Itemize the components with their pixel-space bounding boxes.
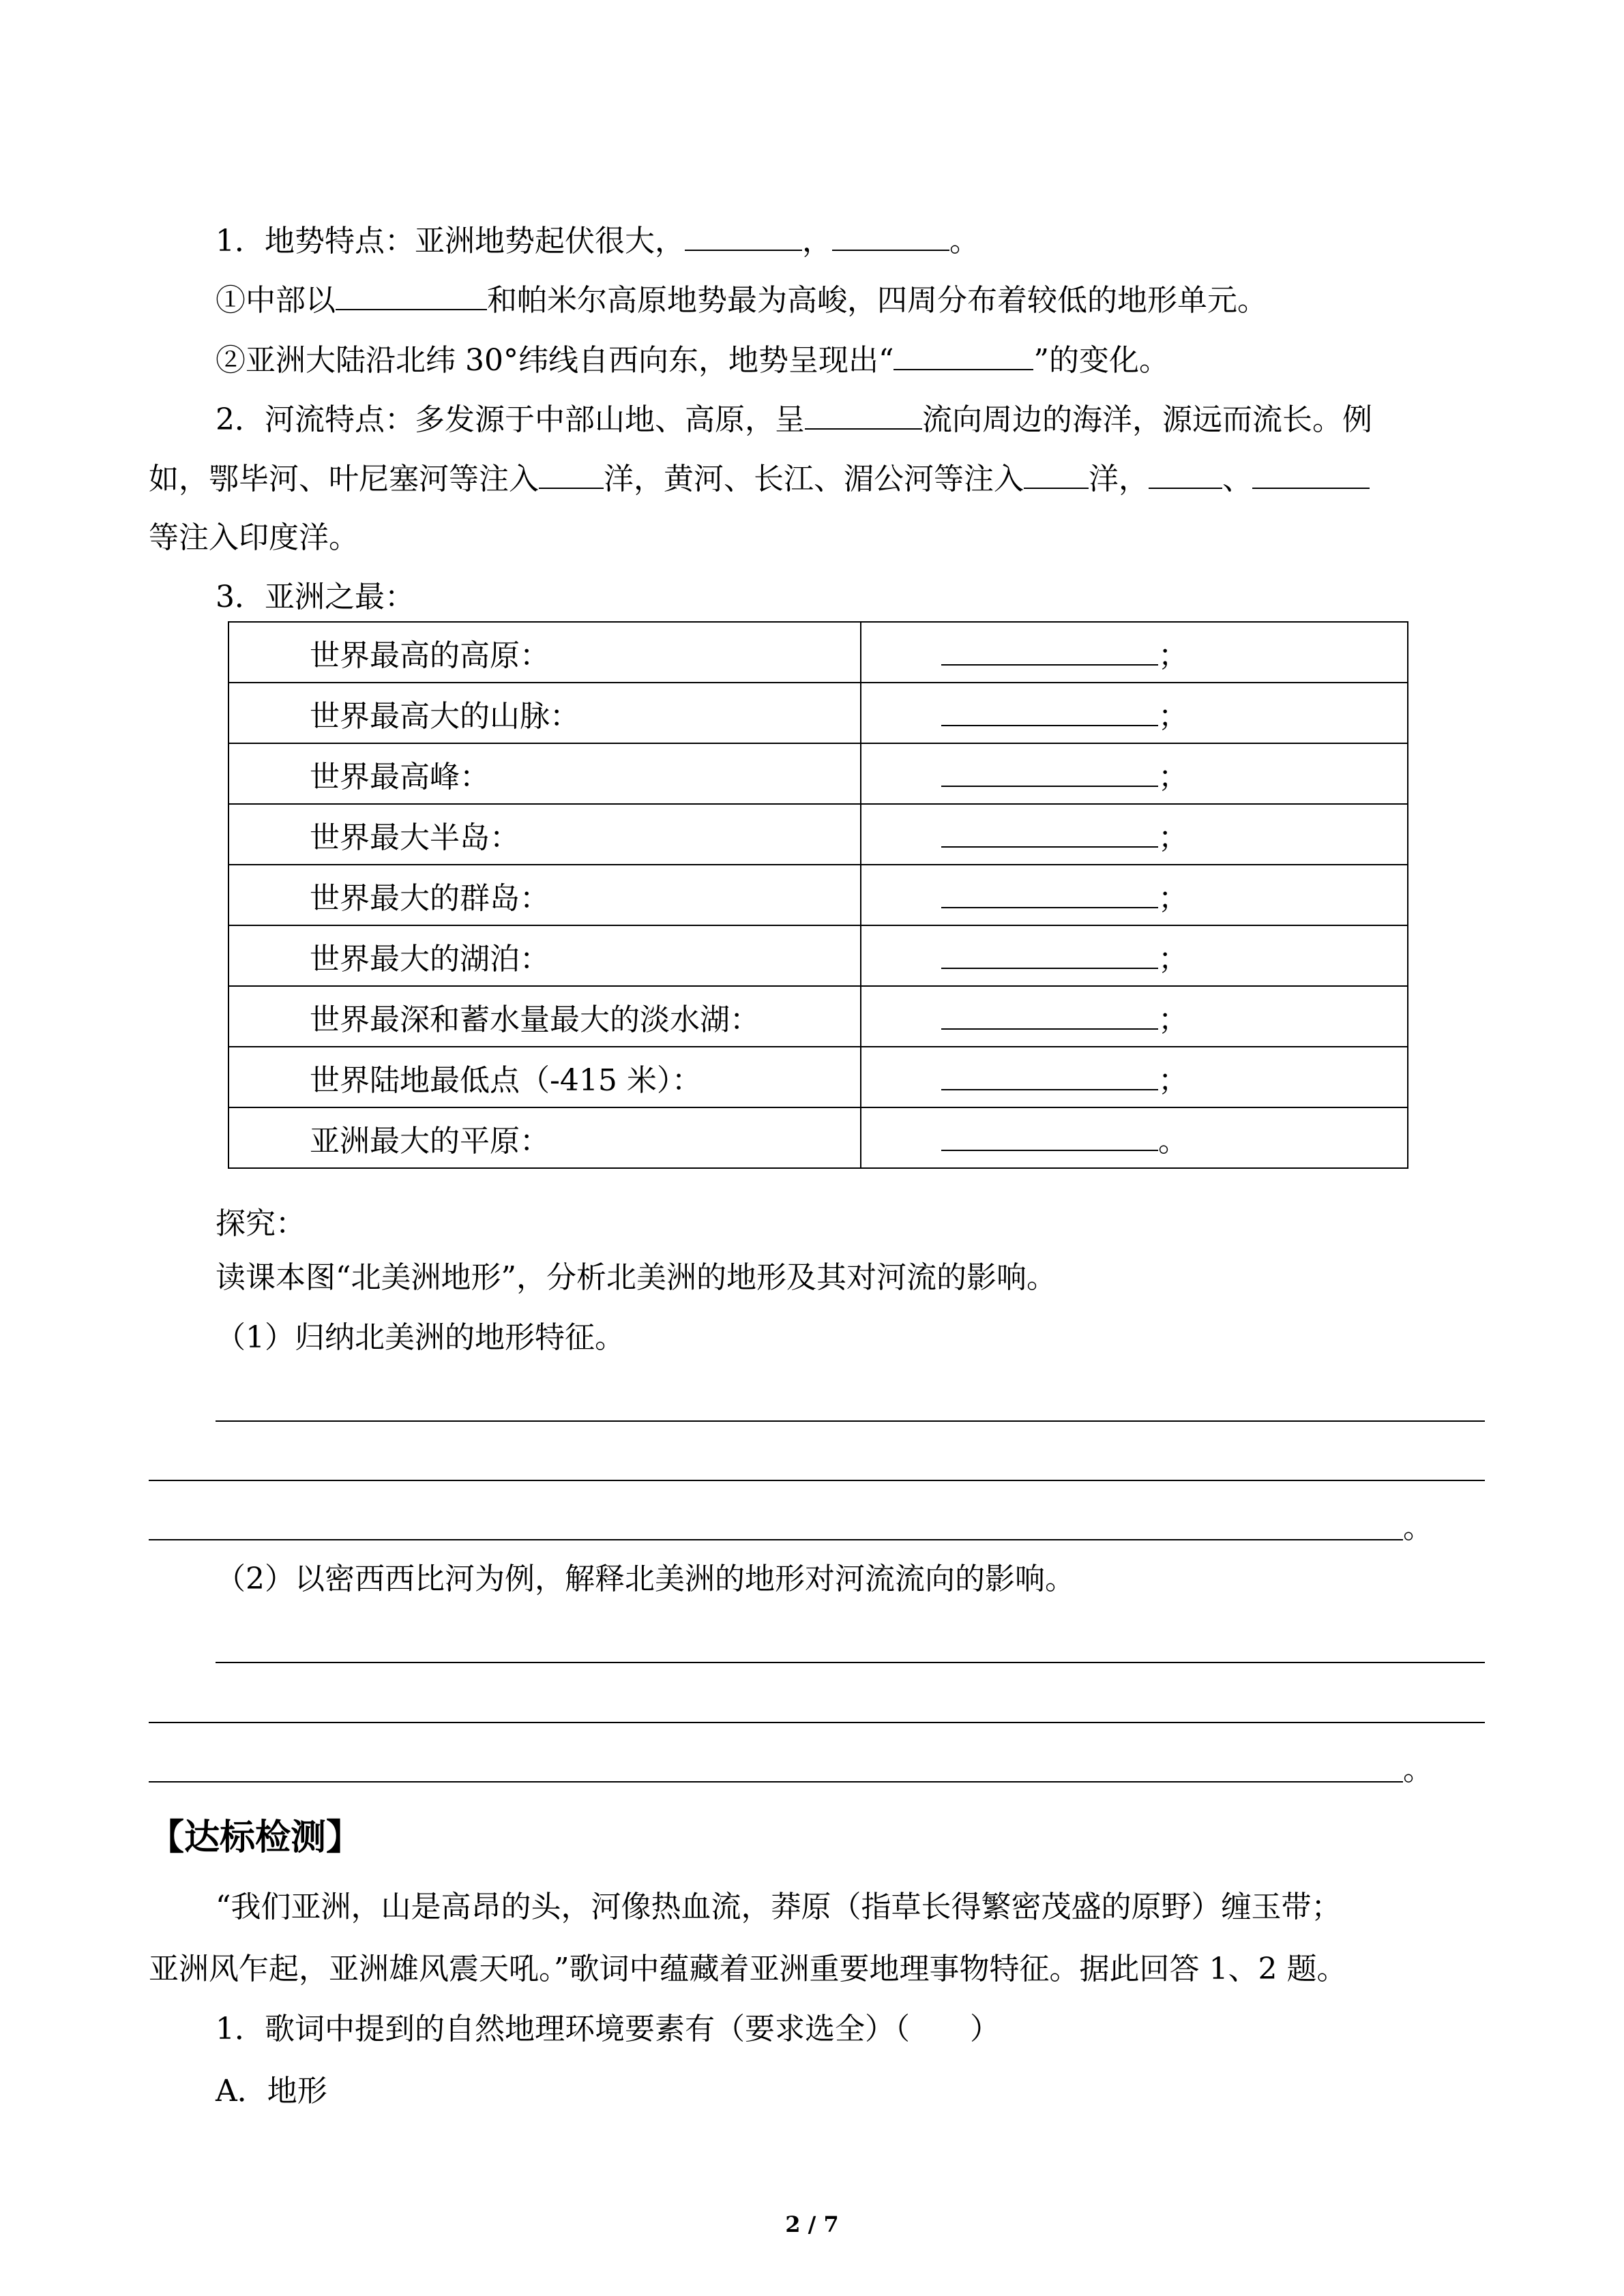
explore-title-text: 探究： bbox=[216, 1206, 306, 1241]
table-row bbox=[228, 683, 1408, 743]
table-row bbox=[228, 1107, 1408, 1168]
row-answer bbox=[861, 683, 1408, 743]
end-mark: 。 bbox=[1403, 1510, 1433, 1545]
fill-blank[interactable] bbox=[941, 1062, 1158, 1090]
lyrics-line-2 bbox=[149, 1949, 1346, 1990]
q1-sub1 bbox=[216, 279, 1267, 321]
row-answer bbox=[861, 1107, 1408, 1168]
page-number: 2 / 7 bbox=[785, 2211, 839, 2237]
explore-intro-text: 读课本图“北美洲地形”，分析北美洲的地形及其对河流的影响。 bbox=[216, 1260, 1057, 1295]
q1-sub1-text: ①中部以 bbox=[216, 283, 336, 318]
question-1-text: 1．歌词中提到的自然地理环境要素有（要求选全）（ ） bbox=[216, 2012, 1000, 2046]
row-label: 世界最高的高原： bbox=[228, 622, 861, 683]
row-answer bbox=[861, 925, 1408, 986]
q2-text-6: 、 bbox=[1222, 462, 1252, 496]
q2-text-4: 洋，黄河、长江、湄公河等注入 bbox=[604, 462, 1024, 496]
row-answer bbox=[861, 865, 1408, 925]
fill-blank[interactable] bbox=[805, 398, 922, 430]
fill-blank[interactable] bbox=[1252, 458, 1370, 489]
fill-blank[interactable] bbox=[1149, 458, 1222, 489]
row-end: ； bbox=[1158, 1062, 1188, 1098]
row-label: 世界最大半岛： bbox=[228, 804, 861, 865]
row-end: ； bbox=[1158, 880, 1188, 916]
section-title: 【达标检测】 bbox=[149, 1817, 362, 1858]
lyrics-text-2: 亚洲风乍起，亚洲雄风震天吼。”歌词中蕴藏着亚洲重要地理事物特征。据此回答 1、2 题。 bbox=[149, 1952, 1347, 1986]
q2-text-3: 如，鄂毕河、叶尼塞河等注入 bbox=[149, 462, 539, 496]
table-row bbox=[228, 622, 1408, 683]
fill-blank[interactable] bbox=[941, 819, 1158, 848]
row-label: 世界最高峰： bbox=[228, 743, 861, 804]
q2-text-5: 洋， bbox=[1089, 462, 1149, 496]
end-mark: 。 bbox=[1403, 1753, 1433, 1787]
row-answer bbox=[861, 804, 1408, 865]
end-mark: 。 bbox=[949, 224, 979, 258]
explore-q1 bbox=[216, 1317, 625, 1358]
row-end: ； bbox=[1158, 638, 1188, 673]
fill-blank[interactable] bbox=[941, 1122, 1158, 1151]
option-a-text: A．地形 bbox=[216, 2074, 327, 2108]
fill-blank[interactable] bbox=[941, 880, 1158, 908]
q1-sub2-text-2: ”的变化。 bbox=[1033, 343, 1169, 378]
answer-line[interactable] bbox=[216, 1420, 1485, 1422]
table-row bbox=[228, 865, 1408, 925]
row-answer bbox=[861, 1047, 1408, 1107]
fill-blank[interactable] bbox=[941, 698, 1158, 726]
answer-line[interactable] bbox=[149, 1480, 1485, 1481]
row-end: ； bbox=[1158, 1002, 1188, 1037]
table-row bbox=[228, 743, 1408, 804]
explore-q2 bbox=[216, 1559, 1075, 1600]
asia-records-table bbox=[228, 621, 1408, 1169]
explore-intro bbox=[216, 1257, 1057, 1298]
row-label: 世界最大的群岛： bbox=[228, 865, 861, 925]
fill-blank[interactable] bbox=[539, 458, 604, 489]
answer-line[interactable] bbox=[149, 1722, 1485, 1723]
explore-q1-text: （1）归纳北美洲的地形特征。 bbox=[216, 1320, 625, 1355]
q2-line2 bbox=[149, 458, 1370, 500]
fill-blank[interactable] bbox=[941, 758, 1158, 787]
option-a[interactable] bbox=[216, 2071, 327, 2112]
row-label: 世界最深和蓄水量最大的淡水湖： bbox=[228, 986, 861, 1047]
row-answer bbox=[861, 986, 1408, 1047]
row-label: 世界最高大的山脉： bbox=[228, 683, 861, 743]
fill-blank[interactable] bbox=[832, 220, 949, 251]
answer-line[interactable] bbox=[216, 1662, 1485, 1663]
lyrics-text: “我们亚洲，山是高昂的头，河像热血流，莽原（指草长得繁密茂盛的原野）缠玉带； bbox=[216, 1890, 1342, 1924]
row-end: ； bbox=[1158, 820, 1188, 855]
row-label: 世界陆地最低点（-415 米）： bbox=[228, 1047, 861, 1107]
q2-line1 bbox=[216, 398, 1372, 441]
q3-title bbox=[216, 577, 415, 618]
row-end: ； bbox=[1158, 759, 1188, 794]
row-end: 。 bbox=[1158, 1123, 1188, 1159]
q2-text: 2．河流特点：多发源于中部山地、高原，呈 bbox=[216, 402, 805, 437]
row-answer bbox=[861, 743, 1408, 804]
row-answer bbox=[861, 622, 1408, 683]
lyrics-line-1 bbox=[216, 1887, 1342, 1928]
separator: ， bbox=[802, 224, 832, 258]
table-row bbox=[228, 925, 1408, 986]
q2-text-7: 等注入印度洋。 bbox=[149, 520, 359, 555]
fill-blank[interactable] bbox=[941, 1001, 1158, 1030]
q1-sub2 bbox=[216, 339, 1169, 381]
table-row bbox=[228, 1047, 1408, 1107]
row-end: ； bbox=[1158, 941, 1188, 976]
q1-sub1-text-2: 和帕米尔高原地势最为高峻，四周分布着较低的地形单元。 bbox=[487, 283, 1267, 318]
answer-line[interactable] bbox=[149, 1539, 1403, 1540]
fill-blank[interactable] bbox=[685, 220, 802, 251]
row-label: 亚洲最大的平原： bbox=[228, 1107, 861, 1168]
q1-text: 1．地势特点：亚洲地势起伏很大， bbox=[216, 224, 685, 258]
fill-blank[interactable] bbox=[336, 279, 487, 310]
q1-sub2-text: ②亚洲大陆沿北纬 30°纬线自西向东，地势呈现出“ bbox=[216, 343, 894, 378]
fill-blank[interactable] bbox=[894, 339, 1033, 370]
q1-line bbox=[216, 220, 979, 262]
explore-title bbox=[216, 1204, 306, 1244]
fill-blank[interactable] bbox=[1024, 458, 1089, 489]
row-end: ； bbox=[1158, 698, 1188, 734]
explore-q2-text: （2）以密西西比河为例，解释北美洲的地形对河流流向的影响。 bbox=[216, 1562, 1075, 1596]
row-label: 世界最大的湖泊： bbox=[228, 925, 861, 986]
question-1 bbox=[216, 2009, 1000, 2050]
q3-title-text: 3．亚洲之最： bbox=[216, 580, 415, 614]
q2-text-2: 流向周边的海洋，源远而流长。例 bbox=[922, 402, 1372, 437]
fill-blank[interactable] bbox=[941, 637, 1158, 666]
table-row bbox=[228, 986, 1408, 1047]
fill-blank[interactable] bbox=[941, 940, 1158, 969]
q2-line3 bbox=[149, 518, 359, 558]
answer-line[interactable] bbox=[149, 1781, 1403, 1783]
table-row bbox=[228, 804, 1408, 865]
